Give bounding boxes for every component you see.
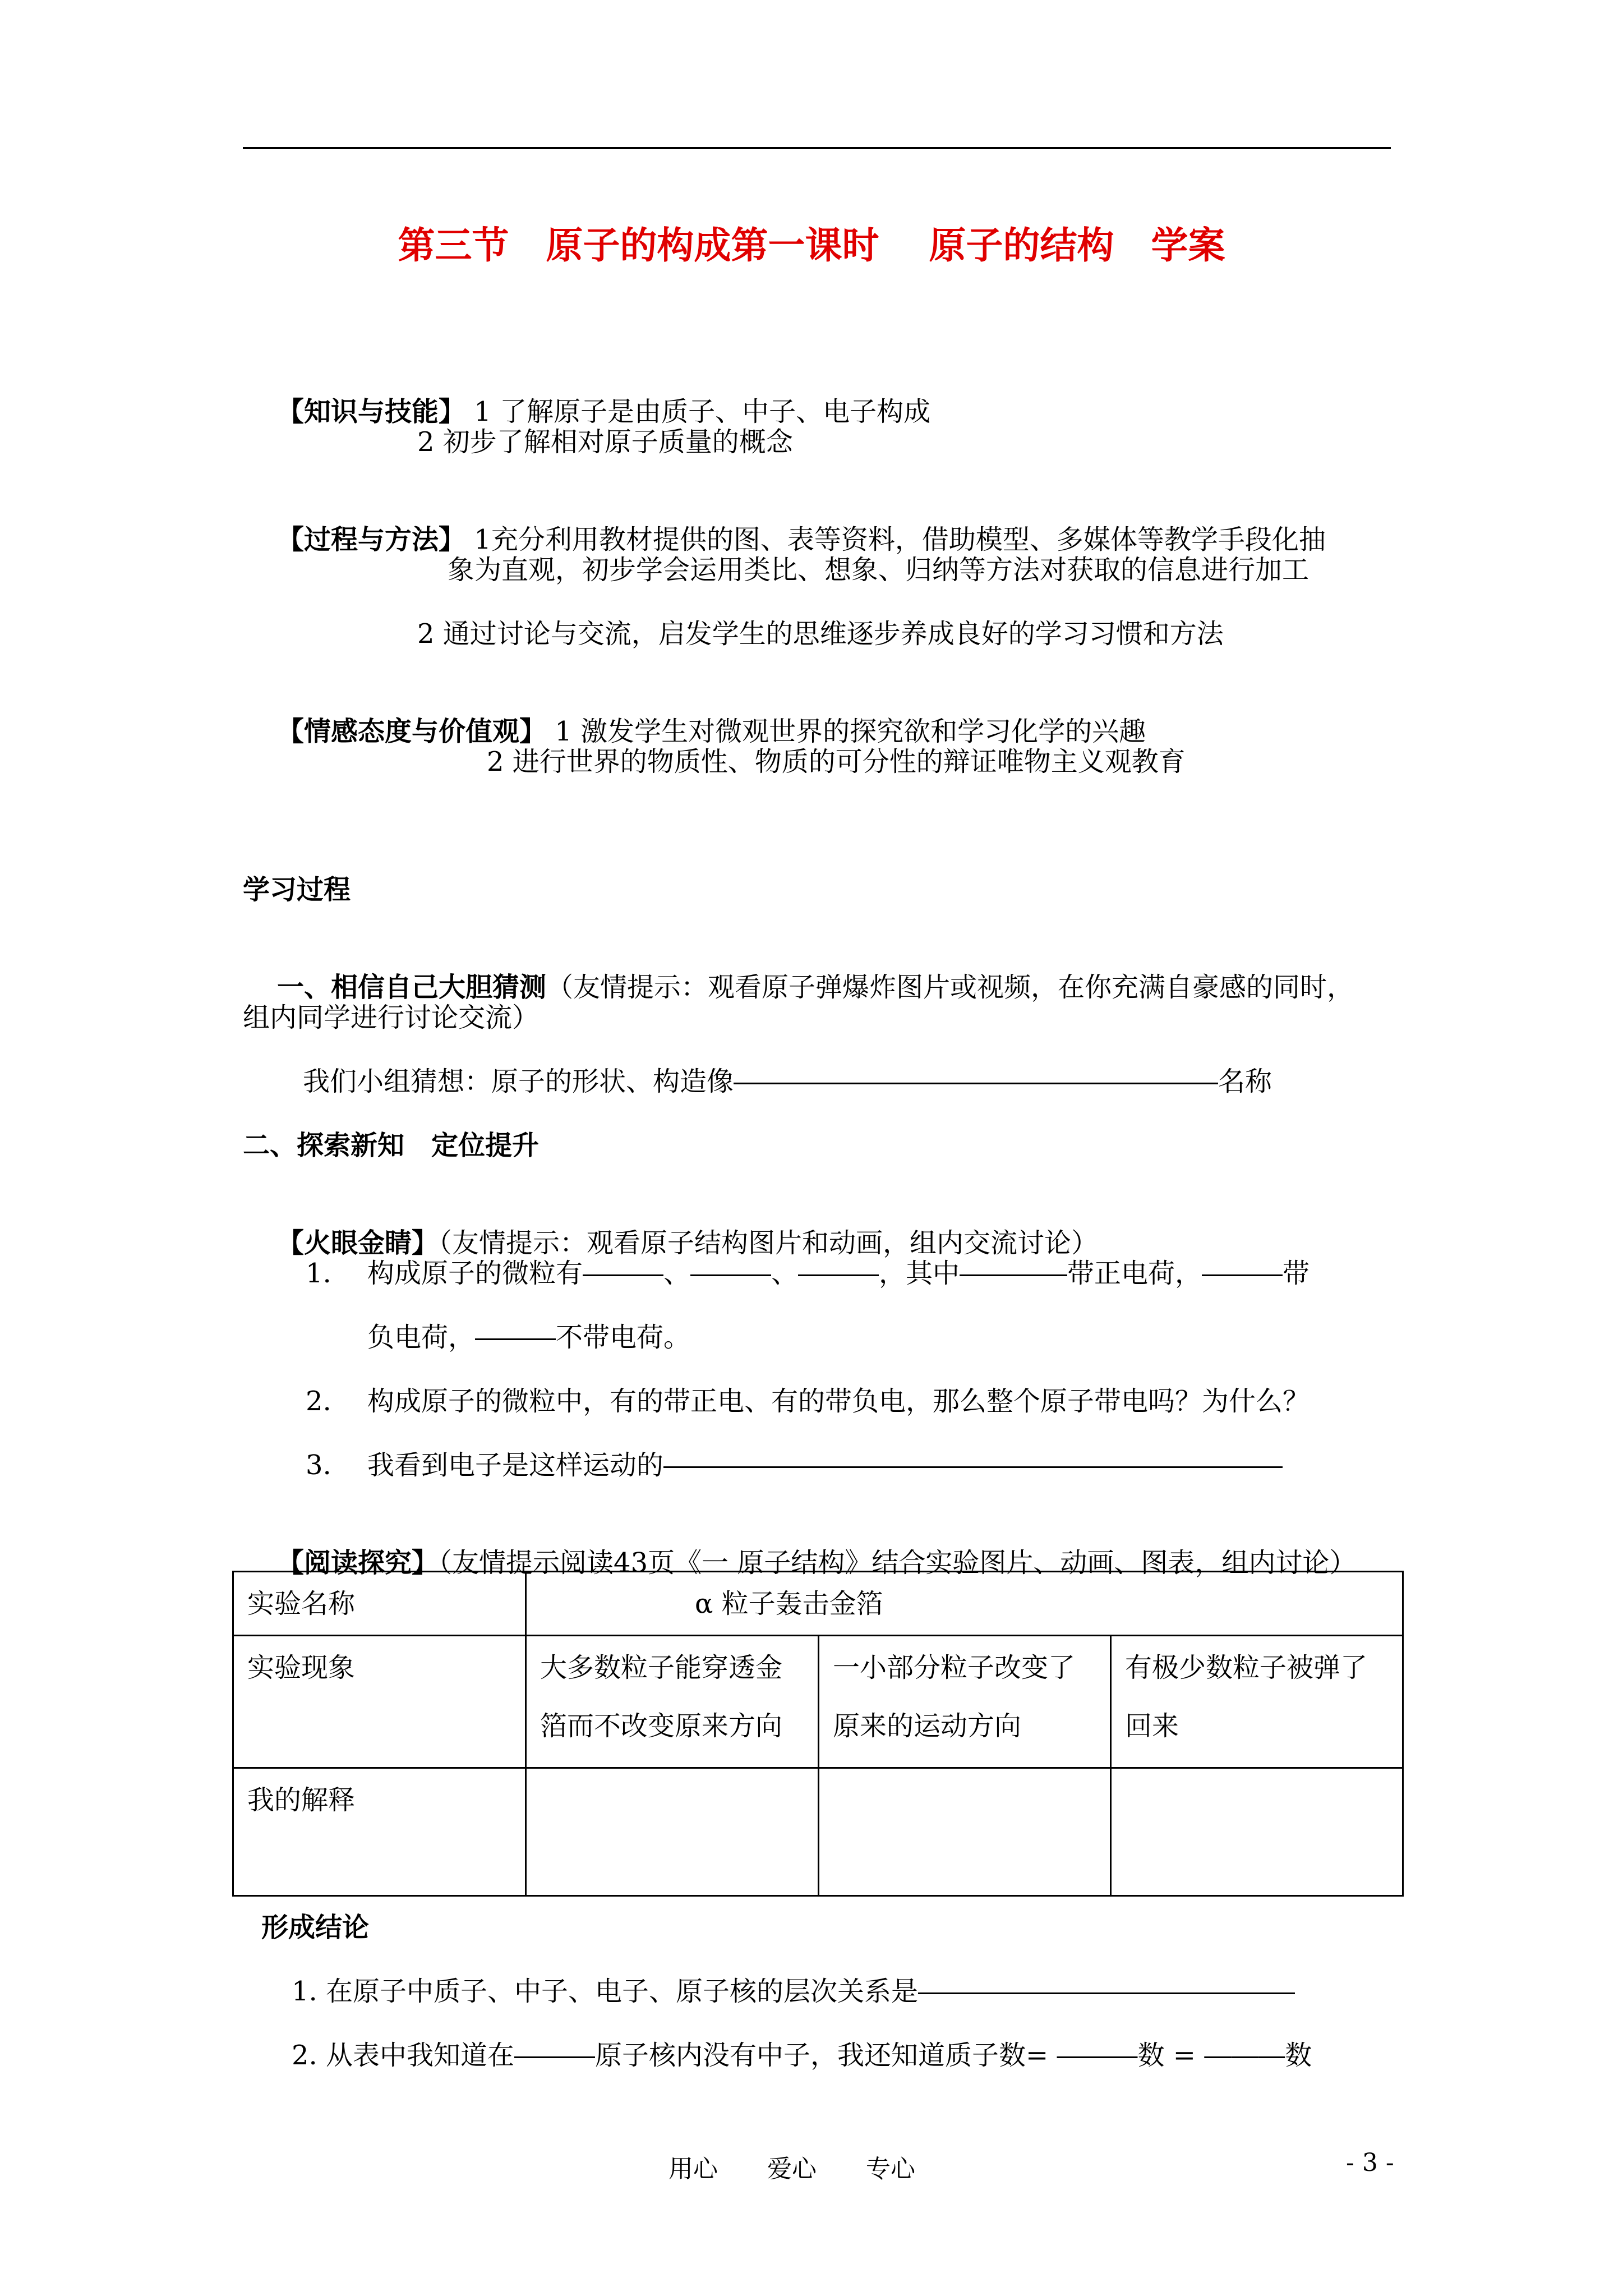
question-3-num: 3. [306,1450,331,1481]
process-item-1b: 象为直观，初步学会运用类比、想象、归纳等方法对获取的信息进行加工 [448,554,1310,586]
table-cell-observation: 大多数粒子能穿透金箔而不改变原来方向 [526,1636,819,1768]
reading-label: 【阅读探究】 [277,1547,439,1579]
table-row [233,1636,1403,1768]
table-cell-blank [819,1768,1111,1896]
conclusion-1: 1. 在原子中质子、中子、电子、原子核的层次关系是―――――――――――――― [292,1976,1295,2007]
table-row [233,1768,1403,1896]
knowledge-label: 【知识与技能】 [277,396,466,427]
section-1-hint-a: （友情提示：观看原子弹爆炸图片或视频，在你充满自豪感的同时， [546,972,1354,1003]
process-heading: 学习过程 [243,874,351,905]
question-1-a: 构成原子的微粒有―――、―――、―――，其中――――带正电荷，―――带 [367,1258,1310,1289]
footer-motto: 用心 爱心 专心 [668,2155,915,2183]
question-2-num: 2. [306,1386,331,1417]
table-cell-experiment-name: α 粒子轰击金箔 [526,1572,1403,1636]
question-1-b: 负电荷，―――不带电荷。 [367,1322,691,1353]
question-1-num: 1. [306,1258,331,1289]
section-1-title: 一、相信自己大胆猜测 [277,972,547,1003]
knowledge-item-2: 2 初步了解相对原子质量的概念 [417,426,793,458]
process-item-1a: 1充分利用教材提供的图、表等资料，借助模型、多媒体等教学手段化抽 [465,524,1326,555]
emotion-item-1: 1 激发学生对微观世界的探究欲和学习化学的兴趣 [546,716,1146,747]
table-cell-label: 实验现象 [233,1636,526,1768]
section-1-hint-b: 组内同学进行讨论交流） [243,1002,540,1033]
fire-label: 【火眼金睛】 [277,1227,439,1259]
reading-hint: （友情提示阅读43页《一 原子结构》结合实验图片、动画、图表，组内讨论） [439,1547,1357,1579]
table-cell-observation: 有极少数粒子被弹了回来 [1111,1636,1403,1768]
section-2-title: 二、探索新知 定位提升 [243,1130,540,1161]
experiment-table [232,1571,1404,1897]
fire-hint: （友情提示：观看原子结构图片和动画，组内交流讨论） [439,1227,1099,1259]
header-rule [243,147,1391,149]
conclusion-2: 2. 从表中我知道在―――原子核内没有中子，我还知道质子数= ―――数 = ―――数 [292,2040,1312,2071]
question-2: 构成原子的微粒中，有的带正电、有的带负电，那么整个原子带电吗？为什么？ [367,1386,1310,1417]
process-item-2: 2 通过讨论与交流，启发学生的思维逐步养成良好的学习习惯和方法 [417,618,1224,650]
page-number: - 3 - [1346,2148,1394,2177]
question-3: 我看到电子是这样运动的――――――――――――――――――――――― [367,1450,1283,1481]
knowledge-item-1: 1 了解原子是由质子、中子、电子构成 [465,396,931,427]
emotion-label: 【情感态度与价值观】 [277,716,547,747]
conclusion-heading: 形成结论 [261,1912,370,1943]
table-cell-label: 实验名称 [233,1572,526,1636]
section-1-guess: 我们小组猜想：原子的形状、构造像――――――――――――――――――名称 [303,1066,1272,1097]
table-cell-label: 我的解释 [233,1768,526,1896]
table-cell-blank [526,1768,819,1896]
page-title: 第三节 原子的构成第一课时 原子的结构 学案 [398,224,1225,267]
table-row [233,1572,1403,1636]
table-cell-blank [1111,1768,1403,1896]
table-cell-observation: 一小部分粒子改变了原来的运动方向 [819,1636,1111,1768]
process-label: 【过程与方法】 [277,524,466,555]
emotion-item-2: 2 进行世界的物质性、物质的可分性的辩证唯物主义观教育 [487,746,1186,777]
